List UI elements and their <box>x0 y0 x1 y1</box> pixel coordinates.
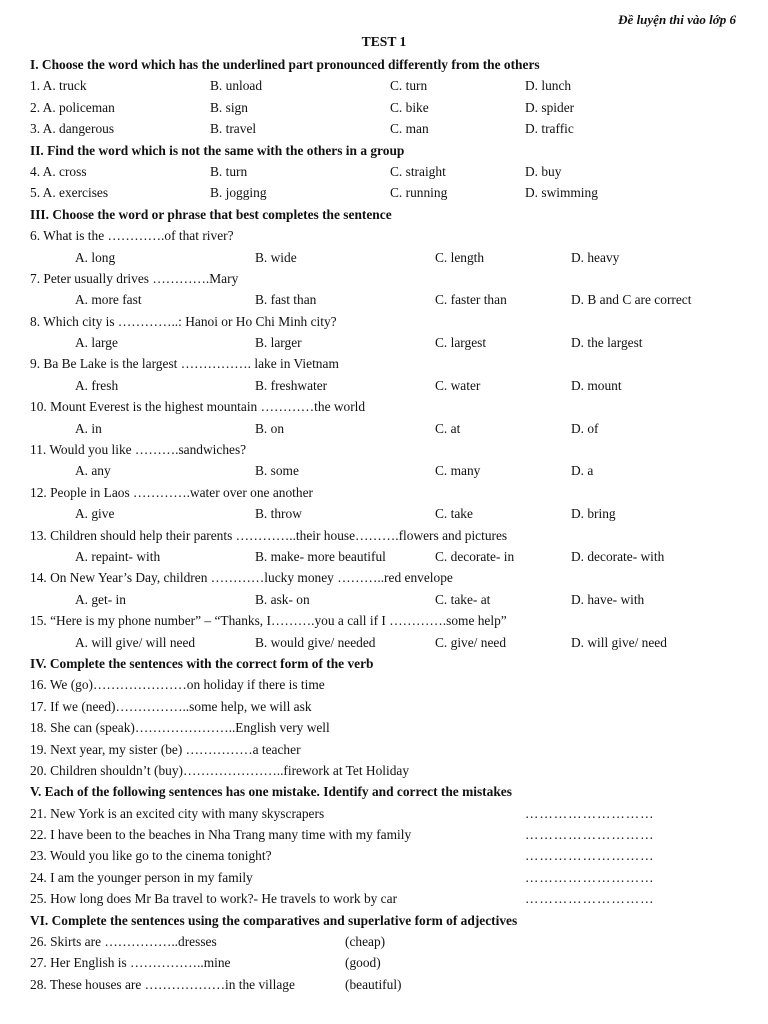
question-row <box>30 888 740 909</box>
question-stem <box>30 225 740 246</box>
question-row <box>30 161 740 182</box>
question-text: 23. Would you like go to the cinema tonight? <box>30 848 272 864</box>
question-text: 13. Children should help their parents …………..their house……….flowers and pictures <box>30 527 508 543</box>
question-text: 7. Peter usually drives ………….Mary <box>30 270 239 286</box>
answer-blank: ……………………… <box>525 805 655 821</box>
option-b: B. larger <box>255 335 302 351</box>
option-b: B. would give/ needed <box>255 634 376 650</box>
question-row <box>30 867 740 888</box>
options-row <box>30 289 740 310</box>
question-text: 22. I have been to the beaches in Nha Trang many time with my family <box>30 827 412 843</box>
option-a: 5. A. exercises <box>30 185 109 201</box>
option-a: 2. A. policeman <box>30 99 115 115</box>
option-b: B. fast than <box>255 292 317 308</box>
option-c: C. length <box>435 249 485 265</box>
option-d: D. swimming <box>525 185 598 201</box>
option-a: 1. A. truck <box>30 78 87 94</box>
option-c: C. water <box>435 377 481 393</box>
option-d: D. lunch <box>525 78 572 94</box>
option-c: C. decorate- in <box>435 548 515 564</box>
option-d: D. spider <box>525 99 575 115</box>
answer-blank: ……………………… <box>525 869 655 885</box>
answer-blank: ……………………… <box>525 827 655 843</box>
options-row <box>30 589 740 610</box>
options-row <box>30 375 740 396</box>
options-row <box>30 503 740 524</box>
option-c: C. take- at <box>435 591 491 607</box>
question-row <box>30 118 740 139</box>
question-text: 9. Ba Be Lake is the largest ……………. lake in Vietnam <box>30 356 339 372</box>
option-b: B. wide <box>255 249 297 265</box>
option-a: A. in <box>75 420 102 436</box>
page-header: Đề luyện thi vào lớp 6 <box>618 12 736 27</box>
option-b: B. on <box>255 420 285 436</box>
option-b: B. travel <box>210 121 257 137</box>
question-text: 26. Skirts are ……………..dresses <box>30 934 217 950</box>
verb-form-list <box>30 674 740 781</box>
question-row <box>30 974 740 995</box>
option-d: D. bring <box>571 506 616 522</box>
option-b: B. throw <box>255 506 302 522</box>
option-c: C. running <box>390 185 448 201</box>
options-row <box>30 247 740 268</box>
options-row <box>30 632 740 653</box>
option-b: B. make- more beautiful <box>255 548 386 564</box>
question-text: 24. I am the younger person in my family <box>30 869 253 885</box>
option-d: D. decorate- with <box>571 548 665 564</box>
question-text: 10. Mount Everest is the highest mountain …………the world <box>30 399 366 415</box>
question-text: 18. She can (speak)…………………..English very well <box>30 720 330 736</box>
adjective-hint: (cheap) <box>345 934 386 950</box>
section-heading: I. Choose the word which has the underlined part pronounced differently from the others <box>30 57 540 72</box>
section-heading: IV. Complete the sentences with the correct form of the verb <box>30 655 374 671</box>
question-stem <box>30 567 740 588</box>
option-b: B. turn <box>210 163 248 179</box>
option-b: B. ask- on <box>255 591 310 607</box>
option-a: A. any <box>75 463 111 479</box>
adjective-hint: (beautiful) <box>345 976 402 992</box>
question-stem <box>30 482 740 503</box>
option-b: B. freshwater <box>255 377 328 393</box>
question-row <box>30 696 740 717</box>
worksheet-content <box>30 54 740 995</box>
option-c: C. turn <box>390 78 428 94</box>
answer-blank: ……………………… <box>525 891 655 907</box>
question-text: 14. On New Year’s Day, children …………lucky money ………..red envelope <box>30 570 453 586</box>
section-heading: VI. Complete the sentences using the comparatives and superlative form of adjectives <box>30 912 518 928</box>
question-row <box>30 182 740 203</box>
option-a: A. get- in <box>75 591 126 607</box>
question-row <box>30 952 740 973</box>
option-c: C. at <box>435 420 461 436</box>
options-row <box>30 460 740 481</box>
option-a: A. more fast <box>75 292 142 308</box>
question-stem <box>30 268 740 289</box>
question-text: 21. New York is an excited city with many skyscrapers <box>30 805 325 821</box>
option-a: A. give <box>75 506 115 522</box>
question-text: 20. Children shouldn’t (buy)…………………..firework at Tet Holiday <box>30 762 410 778</box>
question-stem <box>30 525 740 546</box>
option-c: C. man <box>390 121 429 137</box>
question-row <box>30 674 740 695</box>
question-text: 12. People in Laos ………….water over one another <box>30 484 313 500</box>
option-c: C. bike <box>390 99 429 115</box>
option-d: D. B and C are correct <box>571 292 692 308</box>
question-row <box>30 717 740 738</box>
question-row <box>30 739 740 760</box>
option-a: A. long <box>75 249 116 265</box>
question-row <box>30 97 740 118</box>
question-text: 16. We (go)…………………on holiday if there is time <box>30 677 325 693</box>
option-d: D. mount <box>571 377 622 393</box>
question-text: 19. Next year, my sister (be) ……………a teacher <box>30 741 301 757</box>
option-a: A. will give/ will need <box>75 634 196 650</box>
question-stem <box>30 439 740 460</box>
options-row <box>30 546 740 567</box>
option-d: D. heavy <box>571 249 620 265</box>
question-text: 8. Which city is …………..: Hanoi or Ho Chi Minh city? <box>30 313 337 329</box>
option-c: C. take <box>435 506 473 522</box>
option-d: D. of <box>571 420 599 436</box>
question-text: 6. What is the ………….of that river? <box>30 228 234 244</box>
mistake-list <box>30 803 740 910</box>
question-row <box>30 824 740 845</box>
option-d: D. buy <box>525 163 562 179</box>
option-d: D. traffic <box>525 121 574 137</box>
options-row <box>30 418 740 439</box>
question-text: 27. Her English is ……………..mine <box>30 955 231 971</box>
test-title: TEST 1 <box>361 34 407 49</box>
adjective-hint: (good) <box>345 955 381 971</box>
options-row <box>30 332 740 353</box>
question-text: 25. How long does Mr Ba travel to work?- He travels to work by car <box>30 891 398 907</box>
option-d: D. a <box>571 463 594 479</box>
option-c: C. many <box>435 463 481 479</box>
question-stem <box>30 311 740 332</box>
question-stem <box>30 396 740 417</box>
option-d: D. the largest <box>571 335 643 351</box>
question-row <box>30 803 740 824</box>
question-stem <box>30 610 740 631</box>
option-a: 3. A. dangerous <box>30 121 115 137</box>
option-b: B. sign <box>210 99 248 115</box>
option-c: C. largest <box>435 335 487 351</box>
multiple-choice-list <box>30 225 740 653</box>
option-c: C. straight <box>390 163 446 179</box>
option-b: B. jogging <box>210 185 267 201</box>
question-row <box>30 760 740 781</box>
question-row <box>30 931 740 952</box>
option-a: A. large <box>75 335 118 351</box>
option-d: D. have- with <box>571 591 645 607</box>
option-a: A. fresh <box>75 377 119 393</box>
question-text: 11. Would you like ……….sandwiches? <box>30 442 247 458</box>
option-a: 4. A. cross <box>30 163 87 179</box>
question-text: 17. If we (need)……………..some help, we will ask <box>30 698 312 714</box>
section-heading: V. Each of the following sentences has one mistake. Identify and correct the mistakes <box>30 784 512 800</box>
option-c: C. faster than <box>435 292 507 308</box>
option-b: B. some <box>255 463 299 479</box>
option-a: A. repaint- with <box>75 548 161 564</box>
question-text: 28. These houses are ………………in the village <box>30 976 295 992</box>
option-c: C. give/ need <box>435 634 507 650</box>
option-b: B. unload <box>210 78 263 94</box>
option-d: D. will give/ need <box>571 634 667 650</box>
section-heading: II. Find the word which is not the same with the others in a group <box>30 142 405 158</box>
question-text: 15. “Here is my phone number” – “Thanks, I……….you a call if I ………….some help” <box>30 613 507 629</box>
question-stem <box>30 353 740 374</box>
question-row <box>30 75 740 96</box>
comparative-list <box>30 931 740 995</box>
section-heading: III. Choose the word or phrase that best completes the sentence <box>30 206 392 222</box>
answer-blank: ……………………… <box>525 848 655 864</box>
question-row <box>30 845 740 866</box>
